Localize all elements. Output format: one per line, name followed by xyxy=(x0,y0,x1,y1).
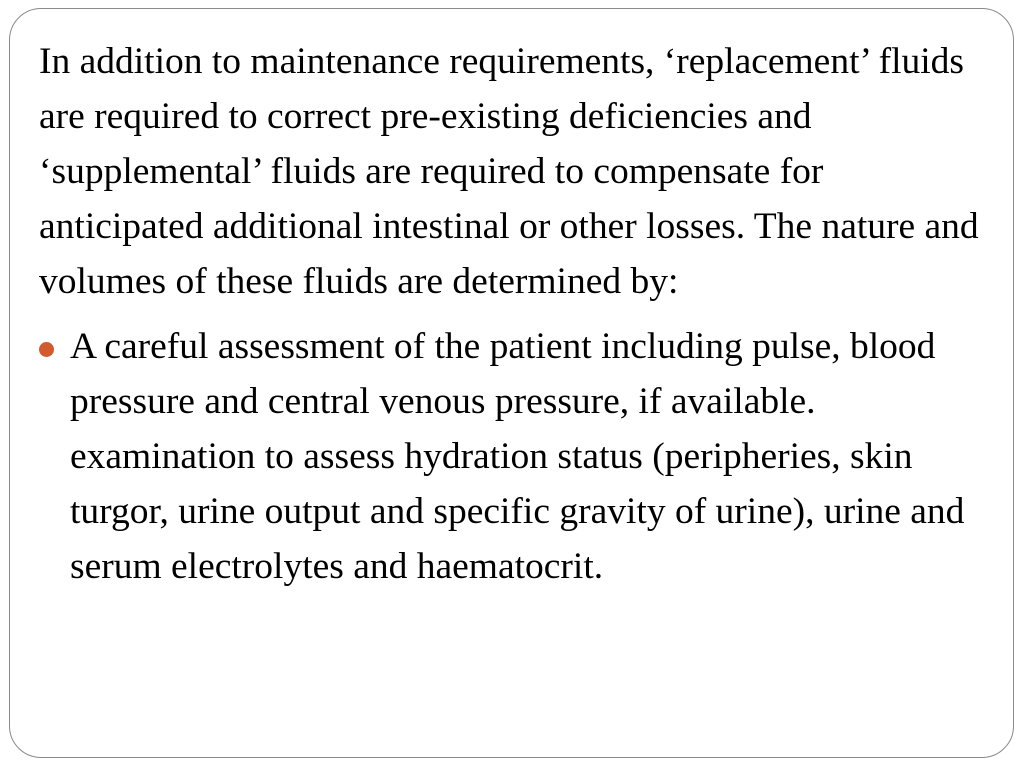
slide-content xyxy=(39,34,989,594)
bullet-list xyxy=(39,319,989,594)
bullet-text: A careful assessment of the patient including pulse, blood pressure and central venous pressure, if available. examination to assess hydration status (peripheries, skin turgor, urine output and specific gravity of urine), urine and serum electrolytes and haematocrit. xyxy=(70,326,965,587)
intro-paragraph: In addition to maintenance requirements, ‘replacement’ fluids are required to correct pre-existing deficiencies and ‘supplemental’ fluids are required to compensate for anticipated additional intestinal or other losses. The nature and volumes of these fluids are determined by: xyxy=(39,41,979,302)
bullet-dot-icon xyxy=(39,342,54,357)
bullet-item xyxy=(39,319,989,594)
